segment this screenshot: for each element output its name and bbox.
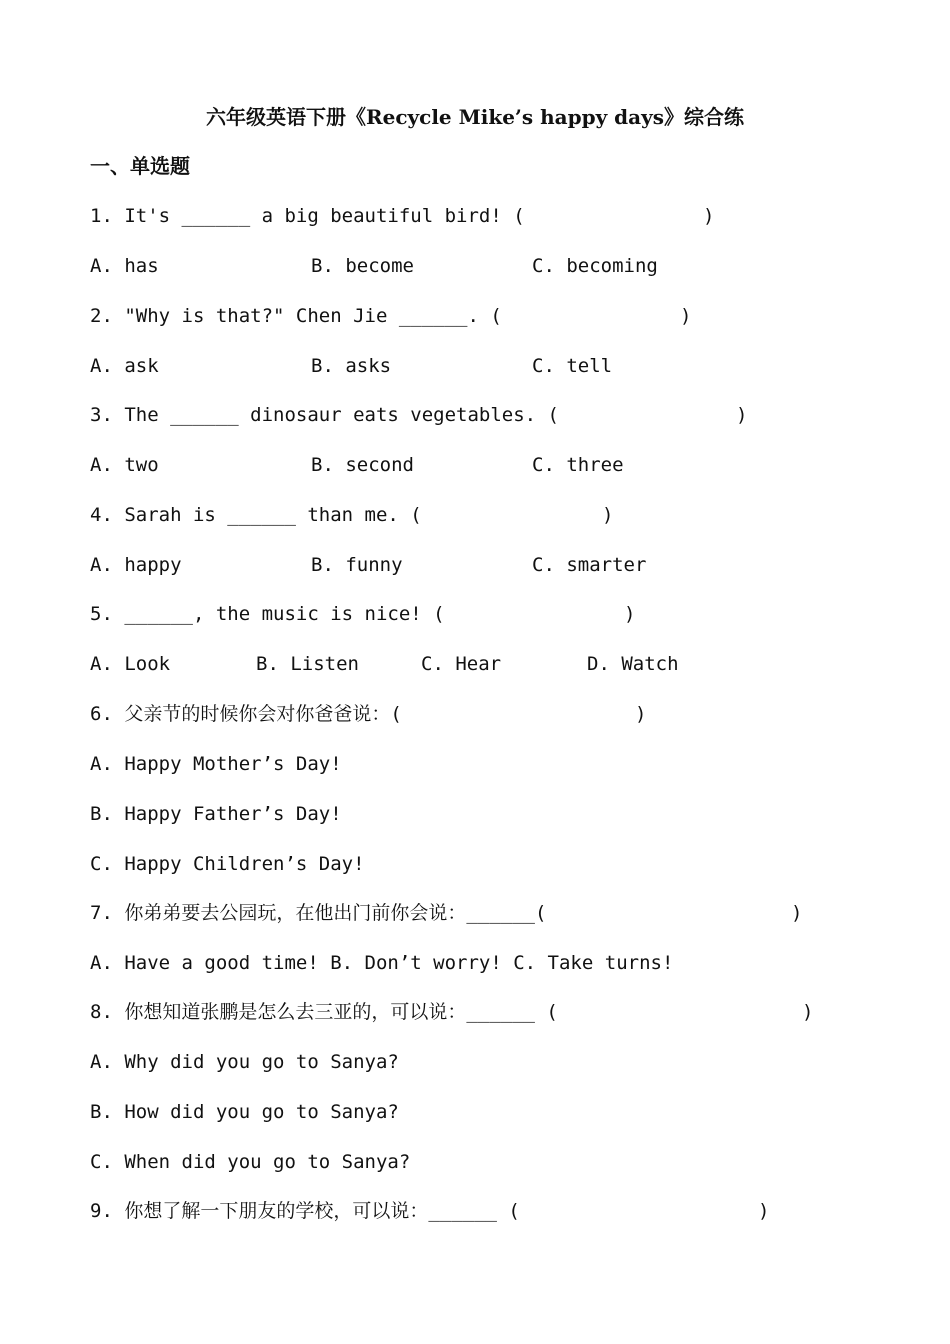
question-3-option-b[interactable]: B. second [311, 454, 414, 476]
question-2-option-c[interactable]: C. tell [532, 355, 613, 377]
question-5-bracket: ) [624, 603, 636, 625]
question-1-option-a[interactable]: A. has [90, 255, 159, 277]
section-heading: 一、单选题 [90, 154, 190, 178]
question-1-bracket: ) [703, 205, 715, 227]
question-6-bracket: ) [635, 703, 647, 725]
question-6-option-b[interactable]: B. Happy Father’s Day! [90, 803, 342, 825]
question-5-option-d[interactable]: D. Watch [587, 653, 679, 675]
question-2-bracket: ) [680, 305, 692, 327]
question-8-bracket: ) [802, 1001, 814, 1023]
question-5-option-b[interactable]: B. Listen [256, 653, 359, 675]
question-7-bracket: ) [791, 902, 803, 924]
question-4-option-a[interactable]: A. happy [90, 554, 182, 576]
question-7: 7. 你弟弟要去公园玩，在他出门前你会说：______( [90, 902, 547, 924]
question-3-option-c[interactable]: C. three [532, 454, 624, 476]
question-3: 3. The ______ dinosaur eats vegetables. ( [90, 404, 559, 426]
question-8-option-a[interactable]: A. Why did you go to Sanya? [90, 1051, 399, 1073]
question-3-option-a[interactable]: A. two [90, 454, 159, 476]
question-9-bracket: ) [758, 1200, 770, 1222]
question-2: 2. "Why is that?" Chen Jie ______. ( [90, 305, 502, 327]
question-8-option-b[interactable]: B. How did you go to Sanya? [90, 1101, 399, 1123]
question-6-option-c[interactable]: C. Happy Children’s Day! [90, 853, 365, 875]
question-8: 8. 你想知道张鹏是怎么去三亚的，可以说：______ ( [90, 1001, 558, 1023]
question-2-option-a[interactable]: A. ask [90, 355, 159, 377]
question-5-option-a[interactable]: A. Look [90, 653, 171, 675]
question-5: 5. ______, the music is nice! ( [90, 603, 445, 625]
question-2-option-b[interactable]: B. asks [311, 355, 392, 377]
question-4-option-c[interactable]: C. smarter [532, 554, 647, 576]
question-8-option-c[interactable]: C. When did you go to Sanya? [90, 1151, 411, 1173]
question-3-bracket: ) [736, 404, 748, 426]
question-6: 6. 父亲节的时候你会对你爸爸说：( [90, 703, 402, 725]
question-4-bracket: ) [602, 504, 614, 526]
question-6-option-a[interactable]: A. Happy Mother’s Day! [90, 753, 342, 775]
question-1-option-b[interactable]: B. become [311, 255, 414, 277]
question-7-options[interactable]: A. Have a good time! B. Don’t worry! C. Take turns! [90, 952, 674, 974]
question-1: 1. It's ______ a big beautiful bird! ( [90, 205, 525, 227]
question-9: 9. 你想了解一下朋友的学校，可以说：______ ( [90, 1200, 520, 1222]
question-4-option-b[interactable]: B. funny [311, 554, 403, 576]
question-1-option-c[interactable]: C. becoming [532, 255, 658, 277]
question-5-option-c[interactable]: C. Hear [421, 653, 502, 675]
question-4: 4. Sarah is ______ than me. ( [90, 504, 422, 526]
page-title: 六年级英语下册《Recycle Mike’s happy days》综合练 [206, 105, 744, 129]
